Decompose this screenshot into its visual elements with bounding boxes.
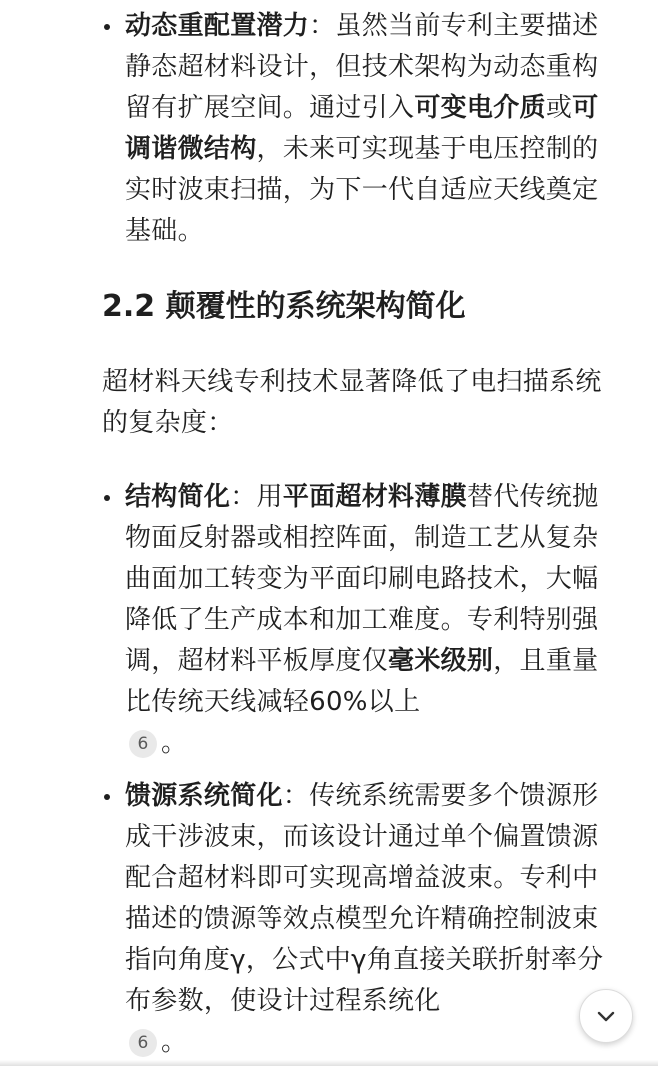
item-label: 动态重配置潜力 [125,11,310,41]
item-text: 虽然当前专利主要描述静态超材料设计，但技术架构为动态重构留有扩展空间。通过引入 [125,11,599,123]
item-label: 馈源系统简化 [125,781,283,811]
bottom-divider [0,1060,658,1066]
list-item-structure-simplification [0,477,658,764]
label-separator: ： [230,482,257,512]
citation-badge[interactable]: 6 [129,730,157,758]
item-bold-text: 毫米级别 [388,646,494,676]
item-bold-text: 可调谐微结构 [125,93,599,164]
list-item-feed-simplification [0,776,658,1063]
bullet-list-top [0,6,658,252]
item-text: 传统系统需要多个馈源形成干涉波束，而该设计通过单个偏置馈源配合超材料即可实现高增益波束。专利中描述的馈源等效点模型允许精确控制波束指向角度γ，公式中γ角直接关联折射率分布参数，使设计过程系统化 [125,781,604,1016]
label-separator: ： [309,11,336,41]
bullet-list-architecture [0,477,658,1063]
chevron-down-icon [594,1004,618,1028]
label-separator: ： [282,781,310,811]
item-text: 。 [161,1027,188,1057]
item-bold-text: 可变电介质 [414,93,546,123]
item-bold-text: 平面超材料薄膜 [282,482,467,512]
citation-badge[interactable]: 6 [129,1029,157,1057]
section-intro-paragraph: 超材料天线专利技术显著降低了电扫描系统的复杂度： [102,367,602,438]
item-text: 或 [545,93,573,123]
item-text: ，且重量比传统天线减轻60%以上 [125,646,599,717]
item-text: 。 [161,728,188,758]
scroll-to-bottom-button[interactable] [579,989,633,1043]
item-text: 替代传统抛物面反射器或相控阵面，制造工艺从复杂曲面加工转变为平面印刷电路技术，大幅降低了生产成本和加工难度。专利特别强调，超材料平板厚度仅 [125,482,599,676]
item-text: ，未来可实现基于电压控制的实时波束扫描，为下一代自适应天线奠定基础。 [125,134,599,246]
item-text: 用 [256,482,283,512]
list-item-dynamic-reconfig [0,6,658,252]
section-heading: 2.2 颠覆性的系统架构简化 [102,289,466,324]
item-label: 结构简化 [125,482,231,512]
